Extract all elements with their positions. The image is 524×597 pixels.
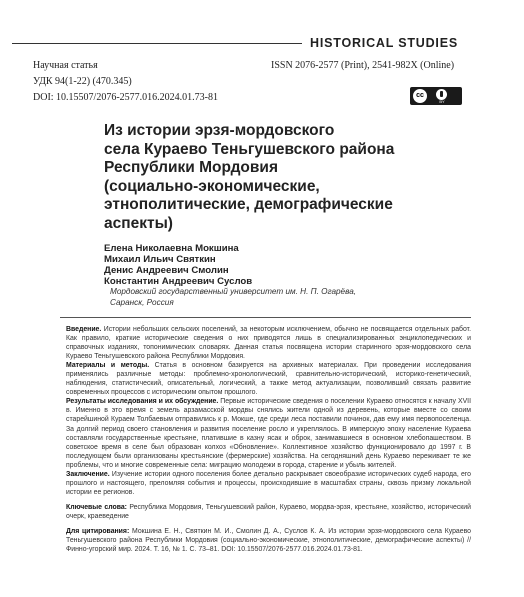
abstract-introduction: [66, 325, 471, 361]
abstract-text: Первые исторические сведения о поселении Кураево относятся к началу XVII в. Именно в это время с земель арзамасской мордвы снялись жители одной из деревень, которые вместе со своим старейшиной Кураем Толбаевым отправились к р. Мокше, где среди леса поставили починок, дав ему имя первопоселенца. За долгий период своего становления и развития поселение росло и укреплялось. В имперскую эпоху население Кураева составляли государственные крестьяне, платившие в казну ясак и оброк, занимавшиеся в основном хлебопашеством. В советское время в селе был образован колхоз «Обновление». Коллективное хозяйство функционировало до 1997 г. В последующем были организованы крестьянские (фермерские) хозяйства. На сегодняшний день Кураево переживает те же проблемы, что и многие современные села: миграцию молодежи в города, старение и убыль жителей.: [66, 398, 471, 469]
keywords: [66, 503, 471, 521]
abstract-rule: [60, 317, 471, 318]
abstract-label: Заключение.: [66, 470, 110, 478]
abstract-label: Введение.: [66, 326, 102, 333]
citation-text: Мокшина Е. Н., Святкин М. И., Смолин Д. А., Суслов К. А. Из истории эрзя-мордовского села Кураево Теньгушевского района Республики Мордовия (социально-экономические, этнополитические, демографические аспекты) // Финно-угорский мир. 2024. Т. 16, № 1. С. 73–81. DOI: 10.15507/2076-2577.016.2024.01.73-81.: [66, 527, 471, 554]
abstract-text: Изучение истории одного поселения более детально раскрывает своеобразие исторических судеб народа, его прошлого и настоящего, преломляя события и процессы, происходившие в масштабах страны, сквозь призму локальной истории ее регионов.: [66, 470, 471, 496]
author-name: Елена Николаевна Мокшина: [104, 243, 239, 254]
abstract-text: Истории небольших сельских поселений, за некоторым исключением, обычно не посвящается отдельных работ. Как правило, краткие исторические сведения о них приводятся лишь в специализированных энциклопедических и справочных изданиях, топонимических словарях. Данная статья посвящена истории старинного эрзя-мордовского села Кураево Теньгушевского района Республики Мордовия.: [66, 326, 471, 361]
citation-label: Для цитирования:: [66, 527, 130, 535]
affiliation-line: Мордовский государственный университет им. Н. П. Огарёва,: [110, 287, 357, 296]
abstract-label: Результаты исследования и их обсуждение.: [66, 398, 219, 406]
header-rule: [12, 43, 302, 44]
keywords-text: Республика Мордовия, Теньгушевский район, Кураево, мордва-эрзя, крестьяне, хозяйство, исторический очерк, краеведение: [66, 503, 471, 520]
journal-section-title: HISTORICAL STUDIES: [310, 36, 458, 50]
title-line: Республики Мордовия: [104, 159, 278, 176]
article-type: Научная статья: [33, 60, 98, 71]
affiliation: [110, 287, 356, 308]
author-name: Денис Андреевич Смолин: [104, 265, 229, 276]
article-title: [104, 122, 434, 233]
title-line: Из истории эрзя-мордовского: [104, 122, 335, 139]
title-line: этнополитические, демографические: [104, 196, 393, 213]
doi-line[interactable]: DOI: 10.15507/2076-2577.016.2024.01.73-81: [33, 92, 218, 103]
citation: [66, 527, 471, 554]
abstract-label: Материалы и методы.: [66, 362, 150, 370]
abstract-block: [66, 325, 471, 554]
cc-icon: cc: [412, 88, 428, 104]
abstract-methods: [66, 361, 471, 397]
title-line: аспекты): [104, 214, 173, 232]
cc-license-badge[interactable]: [410, 87, 462, 105]
title-line: села Кураево Теньгушевского района: [104, 140, 395, 158]
author-list: [104, 243, 252, 287]
keywords-label: Ключевые слова:: [66, 503, 127, 511]
affiliation-line: Саранск, Россия: [110, 297, 174, 307]
abstract-conclusion: [66, 470, 471, 497]
udk-code: УДК 94(1-22) (470.345): [33, 76, 132, 87]
abstract-results: [66, 397, 471, 469]
author-name: Константин Андреевич Суслов: [104, 276, 253, 287]
author-name: Михаил Ильич Святкин: [104, 254, 216, 265]
issn-line: ISSN 2076-2577 (Print), 2541-982X (Online): [271, 60, 455, 71]
title-line: (социально-экономические,: [104, 177, 320, 195]
abstract-text: Статья в основном базируется на архивных материалах. При проведении исследования применялись различные методы: проблемно-хронологический, сравнительно-исторический, историко-генетический, наблюдения, статистический, описательный, логический, а также метод актуализации, позволивший связать развитие современных процессов с историческим опытом прошлого.: [66, 362, 471, 397]
by-label: BY: [439, 99, 445, 104]
